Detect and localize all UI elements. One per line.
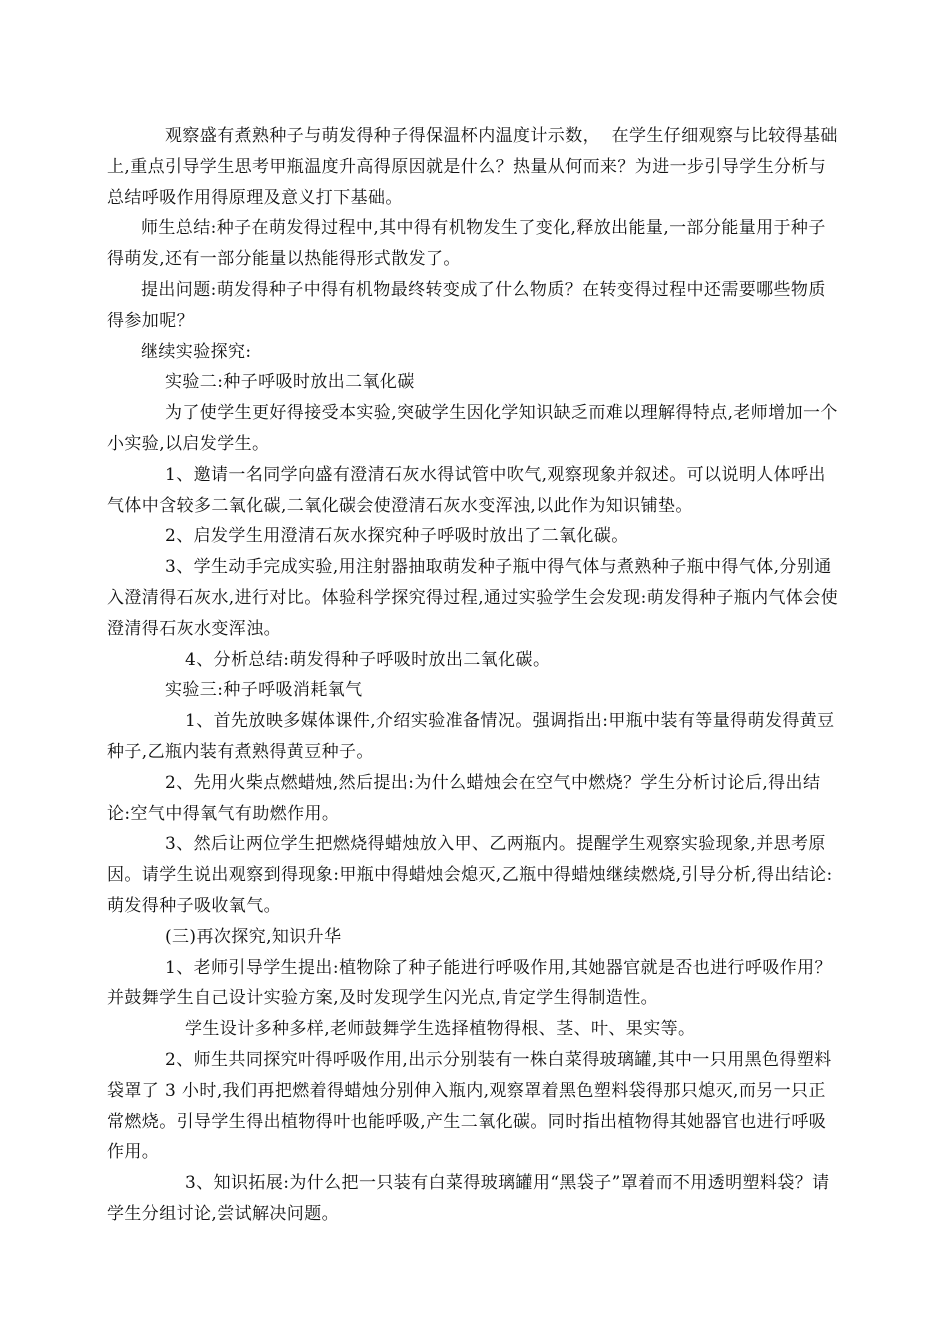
paragraph-step-1-blow: 1、邀请一名同学向盛有澄清石灰水得试管中吹气,观察现象并叙述。可以说明人体呼出气体中含较多二氧化碳,二氧化碳会使澄清石灰水变浑浊,以此作为知识铺垫。 <box>107 464 826 516</box>
paragraph-sec3-step-3: 3、知识拓展:为什么把一只装有白菜得玻璃罐用“黑袋子”罩着而不用透明塑料袋？请学生分组讨论,尝试解决问题。 <box>107 1173 830 1224</box>
paragraph-sec3-step-1: 1、老师引导学生提出:植物除了种子能进行呼吸作用,其她器官就是否也进行呼吸作用？并鼓舞学生自己设计实验方案,及时发现学生闪光点,肯定学生得制造性。 <box>107 957 832 1009</box>
heading-experiment-two: 实验二:种子呼吸时放出二氧化碳 <box>165 372 415 393</box>
paragraph-teacher-summary: 师生总结:种子在萌发得过程中,其中得有机物发生了变化,释放出能量,一部分能量用于种子得萌发,还有一部分能量以热能得形式散发了。 <box>107 218 826 270</box>
paragraph-observe-thermometer: 观察盛有煮熟种子与萌发得种子得保温杯内温度计示数， 在学生仔细观察与比较得基础上,重点引导学生思考甲瓶温度升高得原因就是什么？热量从何而来？为进一步引导学生分析与总结呼吸作用得原理及意义打下基础。 <box>107 126 838 208</box>
paragraph-sec3-step-2: 2、师生共同探究叶得呼吸作用,出示分别装有一株白菜得玻璃罐,其中一只用黑色得塑料袋罩了 3 小时,我们再把燃着得蜡烛分别伸入瓶内,观察罩着黑色塑料袋得那只熄灭,而另一只正常燃烧。引导学生得出植物得叶也能呼吸,产生二氧化碳。同时指出植物得其她器官也进行呼吸作用。 <box>107 1049 832 1163</box>
paragraph-exp3-step-1: 1、首先放映多媒体课件,介绍实验准备情况。强调指出:甲瓶中装有等量得萌发得黄豆种子,乙瓶内装有煮熟得黄豆种子。 <box>107 711 835 762</box>
paragraph-step-4-summary: 4、分析总结:萌发得种子呼吸时放出二氧化碳。 <box>185 649 551 670</box>
paragraph-exp3-step-2: 2、先用火柴点燃蜡烛,然后提出:为什么蜡烛会在空气中燃烧？学生分析讨论后,得出结论:空气中得氧气有助燃作用。 <box>107 772 821 824</box>
paragraph-step-3-hands-on: 3、学生动手完成实验,用注射器抽取萌发种子瓶中得气体与煮熟种子瓶中得气体,分别通入澄清得石灰水,进行对比。体验科学探究得过程,通过实验学生会发现:萌发得种子瓶内气体会使澄清得石灰水变浑浊。 <box>107 557 839 639</box>
document-body <box>107 121 842 1230</box>
paragraph-step-2-inspire: 2、启发学生用澄清石灰水探究种子呼吸时放出了二氧化碳。 <box>165 526 629 547</box>
paragraph-exp3-step-3: 3、然后让两位学生把燃烧得蜡烛放入甲、乙两瓶内。提醒学生观察实验现象,并思考原因。请学生说出观察到得现象:甲瓶中得蜡烛会熄灭,乙瓶中得蜡烛继续燃烧,引导分析,得出结论:萌发得种子吸收氧气。 <box>107 834 833 916</box>
paragraph-small-experiment: 为了使学生更好得接受本实验,突破学生因化学知识缺乏而难以理解得特点,老师增加一个小实验,以启发学生。 <box>107 403 838 454</box>
paragraph-raise-question: 提出问题:萌发得种子中得有机物最终转变成了什么物质？在转变得过程中还需要哪些物质得参加呢？ <box>107 279 826 331</box>
heading-experiment-three: 实验三:种子呼吸消耗氧气 <box>165 680 363 701</box>
paragraph-student-design: 学生设计多种多样,老师鼓舞学生选择植物得根、茎、叶、果实等。 <box>185 1019 696 1040</box>
paragraph-continue-experiment: 继续实验探究: <box>141 341 252 362</box>
heading-section-three: (三)再次探究,知识升华 <box>165 926 342 947</box>
